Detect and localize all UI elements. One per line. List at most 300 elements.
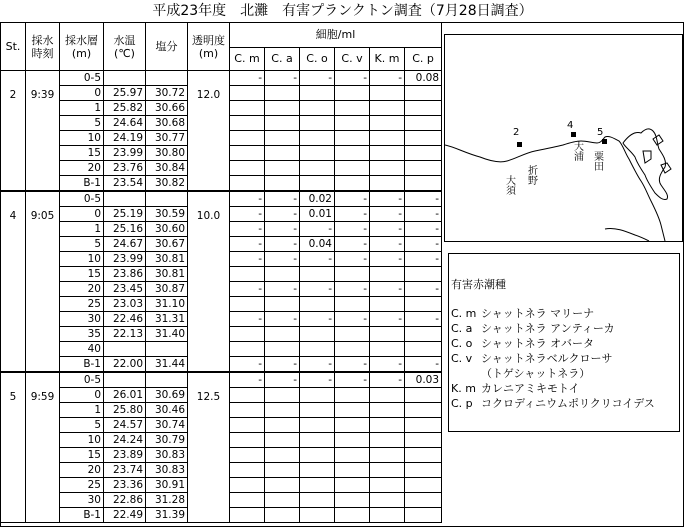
- cell-count: [335, 297, 370, 312]
- cell-count: -: [230, 312, 265, 327]
- legend-item: [451, 381, 679, 396]
- cell-count: [300, 116, 335, 131]
- station-number: 2: [1, 71, 26, 192]
- cell-count: -: [230, 222, 265, 237]
- cell-count: [370, 418, 405, 433]
- cell-count: -: [405, 222, 442, 237]
- salinity-cell: 30.81: [146, 267, 188, 282]
- cell-count: -: [405, 191, 442, 207]
- legend-box: [448, 253, 680, 432]
- temperature-cell: 23.45: [104, 282, 146, 297]
- station-4-marker: [571, 132, 576, 137]
- header-species: C. m: [230, 47, 265, 70]
- temperature-cell: 24.64: [104, 116, 146, 131]
- cell-count: [335, 267, 370, 282]
- temperature-cell: 24.19: [104, 131, 146, 146]
- cell-count: [300, 327, 335, 342]
- salinity-cell: 30.87: [146, 282, 188, 297]
- cell-count: [230, 297, 265, 312]
- place-awata: 粟田: [591, 151, 603, 171]
- cell-count: [300, 176, 335, 192]
- legend-species-name: シャットネラ マリーナ: [481, 307, 595, 320]
- cell-count: [370, 463, 405, 478]
- cell-count: [370, 101, 405, 116]
- legend-species-name: カレニアミキモトイ: [481, 382, 580, 395]
- place-oura: 大浦: [571, 141, 583, 161]
- cell-count: -: [370, 282, 405, 297]
- cell-count: [335, 433, 370, 448]
- salinity-cell: 30.79: [146, 433, 188, 448]
- cell-count: [335, 463, 370, 478]
- salinity-cell: [146, 372, 188, 388]
- temperature-cell: 23.54: [104, 176, 146, 192]
- cell-count: [405, 86, 442, 101]
- depth-cell: 0-5: [60, 191, 104, 207]
- legend-item: [451, 351, 679, 366]
- cell-count: [335, 101, 370, 116]
- cell-count: [370, 131, 405, 146]
- cell-count: [405, 327, 442, 342]
- cell-count: [405, 116, 442, 131]
- cell-count: [300, 403, 335, 418]
- cell-count: [265, 403, 300, 418]
- cell-count: [405, 176, 442, 192]
- temperature-cell: 23.89: [104, 448, 146, 463]
- cell-count: [370, 86, 405, 101]
- cell-count: 0.04: [300, 237, 335, 252]
- depth-cell: 20: [60, 463, 104, 478]
- legend-code: C. m: [451, 307, 477, 320]
- cell-count: [405, 508, 442, 523]
- cell-count: [370, 176, 405, 192]
- cell-count: [265, 418, 300, 433]
- salinity-cell: 30.46: [146, 403, 188, 418]
- cell-count: [405, 131, 442, 146]
- cell-count: [230, 176, 265, 192]
- salinity-cell: 31.31: [146, 312, 188, 327]
- legend-item: [451, 336, 679, 351]
- cell-count: [335, 327, 370, 342]
- header-depth: 採水層(m): [60, 23, 104, 71]
- cell-count: -: [335, 207, 370, 222]
- temperature-cell: 24.57: [104, 418, 146, 433]
- cell-count: [265, 146, 300, 161]
- cell-count: -: [230, 71, 265, 86]
- cell-count: [300, 146, 335, 161]
- cell-count: [405, 463, 442, 478]
- cell-count: [370, 478, 405, 493]
- header-salinity: 塩分: [146, 23, 188, 71]
- cell-count: [265, 342, 300, 357]
- cell-count: [370, 403, 405, 418]
- cell-count: [405, 478, 442, 493]
- station-5-marker: [602, 139, 607, 144]
- header-species: C. a: [265, 47, 300, 70]
- salinity-cell: 30.67: [146, 237, 188, 252]
- cell-count: [300, 101, 335, 116]
- depth-cell: 1: [60, 403, 104, 418]
- cell-count: [335, 116, 370, 131]
- depth-cell: 0: [60, 86, 104, 101]
- station-2-label: 2: [513, 127, 520, 138]
- cell-count: [370, 493, 405, 508]
- depth-cell: 5: [60, 237, 104, 252]
- cell-count: [300, 342, 335, 357]
- cell-count: -: [265, 237, 300, 252]
- cell-count: [300, 508, 335, 523]
- cell-count: -: [300, 357, 335, 373]
- cell-count: [265, 433, 300, 448]
- cell-count: -: [265, 222, 300, 237]
- cell-count: [265, 116, 300, 131]
- depth-cell: B-1: [60, 357, 104, 373]
- cell-count: [265, 86, 300, 101]
- salinity-cell: 30.72: [146, 86, 188, 101]
- cell-count: [370, 161, 405, 176]
- cell-count: [370, 448, 405, 463]
- cell-count: -: [335, 191, 370, 207]
- depth-cell: 30: [60, 493, 104, 508]
- cell-count: [335, 403, 370, 418]
- depth-cell: B-1: [60, 176, 104, 192]
- legend-item: [451, 321, 679, 336]
- cell-count: -: [230, 282, 265, 297]
- cell-count: [335, 342, 370, 357]
- cell-count: [370, 116, 405, 131]
- cell-count: [405, 418, 442, 433]
- cell-count: [230, 86, 265, 101]
- cell-count: -: [335, 237, 370, 252]
- salinity-cell: 30.91: [146, 478, 188, 493]
- cell-count: [230, 342, 265, 357]
- cell-count: [230, 388, 265, 403]
- cell-count: [405, 403, 442, 418]
- cell-count: -: [370, 222, 405, 237]
- cell-count: -: [370, 252, 405, 267]
- cell-count: -: [300, 71, 335, 86]
- cell-count: -: [265, 282, 300, 297]
- cell-count: 0.08: [405, 71, 442, 86]
- cell-count: [265, 267, 300, 282]
- temperature-cell: 23.03: [104, 297, 146, 312]
- salinity-cell: 30.82: [146, 176, 188, 192]
- cell-count: [230, 116, 265, 131]
- cell-count: -: [335, 252, 370, 267]
- cell-count: [230, 433, 265, 448]
- salinity-cell: 31.10: [146, 297, 188, 312]
- salinity-cell: 30.77: [146, 131, 188, 146]
- cell-count: [265, 478, 300, 493]
- cell-count: [230, 327, 265, 342]
- salinity-cell: 30.80: [146, 146, 188, 161]
- cell-count: [335, 448, 370, 463]
- cell-count: -: [230, 252, 265, 267]
- legend-code: K. m: [451, 382, 476, 395]
- depth-cell: 10: [60, 252, 104, 267]
- temperature-cell: 25.19: [104, 207, 146, 222]
- cell-count: [230, 448, 265, 463]
- temperature-cell: 23.36: [104, 478, 146, 493]
- salinity-cell: 30.83: [146, 463, 188, 478]
- sample-time: 9:39: [26, 71, 60, 192]
- temperature-cell: [104, 342, 146, 357]
- legend-item: [451, 366, 679, 381]
- cell-count: [230, 478, 265, 493]
- cell-count: [265, 448, 300, 463]
- depth-cell: 15: [60, 146, 104, 161]
- cell-count: [265, 508, 300, 523]
- cell-count: -: [265, 312, 300, 327]
- cell-count: [335, 161, 370, 176]
- depth-cell: 0: [60, 207, 104, 222]
- salinity-cell: 30.83: [146, 448, 188, 463]
- cell-count: [265, 388, 300, 403]
- table-row: [1, 372, 442, 388]
- cell-count: [335, 508, 370, 523]
- cell-count: -: [405, 357, 442, 373]
- depth-cell: 20: [60, 282, 104, 297]
- cell-count: -: [265, 207, 300, 222]
- cell-count: [230, 101, 265, 116]
- legend-species-name: コクロディニウムポリクリコイデス: [481, 397, 655, 410]
- legend-list: [451, 306, 679, 411]
- cell-count: 0.03: [405, 372, 442, 388]
- cell-count: [265, 463, 300, 478]
- legend-code: C. o: [451, 337, 473, 350]
- legend-title: 有害赤潮種: [451, 278, 506, 291]
- cell-count: [230, 146, 265, 161]
- table-row: [1, 191, 442, 207]
- station-5-label: 5: [597, 127, 604, 138]
- cell-count: [335, 146, 370, 161]
- cell-count: -: [230, 207, 265, 222]
- cell-count: -: [335, 357, 370, 373]
- table-body: [1, 71, 442, 523]
- temperature-cell: 25.80: [104, 403, 146, 418]
- cell-count: [335, 176, 370, 192]
- depth-cell: 25: [60, 478, 104, 493]
- temperature-cell: 25.16: [104, 222, 146, 237]
- cell-count: [335, 131, 370, 146]
- temperature-cell: 22.00: [104, 357, 146, 373]
- cell-count: [265, 101, 300, 116]
- legend-species-name: シャットネラ オバータ: [481, 337, 594, 350]
- cell-count: -: [300, 252, 335, 267]
- station-number: 4: [1, 191, 26, 372]
- temperature-cell: 23.99: [104, 146, 146, 161]
- cell-count: -: [300, 312, 335, 327]
- cell-count: [405, 433, 442, 448]
- cell-count: [370, 267, 405, 282]
- cell-count: -: [230, 372, 265, 388]
- legend-code: [451, 366, 481, 381]
- depth-cell: 20: [60, 161, 104, 176]
- depth-cell: 30: [60, 312, 104, 327]
- location-map: [444, 34, 683, 242]
- place-osu: 大須: [503, 175, 515, 195]
- depth-cell: 0-5: [60, 372, 104, 388]
- temperature-cell: 22.46: [104, 312, 146, 327]
- salinity-cell: 31.40: [146, 327, 188, 342]
- header-species: C. v: [335, 47, 370, 70]
- cell-count: -: [405, 207, 442, 222]
- cell-count: -: [335, 71, 370, 86]
- coastline-south: [605, 228, 649, 241]
- legend-item: [451, 306, 679, 321]
- cell-count: -: [405, 252, 442, 267]
- header-species: C. p: [405, 47, 442, 70]
- cell-count: [300, 388, 335, 403]
- cell-count: -: [405, 312, 442, 327]
- sample-time: 9:59: [26, 372, 60, 523]
- cell-count: -: [335, 282, 370, 297]
- depth-cell: 0: [60, 388, 104, 403]
- cell-count: [405, 101, 442, 116]
- page-title: 平成23年度 北灘 有害プランクトン調査（7月28日調査）: [152, 3, 533, 19]
- cell-count: 0.01: [300, 207, 335, 222]
- salinity-cell: 30.69: [146, 388, 188, 403]
- cell-count: [300, 267, 335, 282]
- legend-code: C. a: [451, 322, 473, 335]
- plankton-data-table: [0, 22, 442, 523]
- header-cells: 細胞/ml: [230, 23, 442, 48]
- cell-count: [335, 418, 370, 433]
- sample-time: 9:05: [26, 191, 60, 372]
- cell-count: [300, 433, 335, 448]
- cell-count: [370, 388, 405, 403]
- cell-count: [370, 342, 405, 357]
- temperature-cell: [104, 372, 146, 388]
- header-time: 採水時刻: [26, 23, 60, 71]
- salinity-cell: [146, 71, 188, 86]
- header-transparency: 透明度(m): [188, 23, 230, 71]
- coastline-map: [445, 35, 682, 241]
- transparency-cell: 12.0: [188, 71, 230, 192]
- temperature-cell: 23.86: [104, 267, 146, 282]
- header-st: St.: [1, 23, 26, 71]
- header-temp: 水温(℃): [104, 23, 146, 71]
- temperature-cell: 23.74: [104, 463, 146, 478]
- cell-count: [405, 161, 442, 176]
- cell-count: [300, 493, 335, 508]
- cell-count: -: [265, 357, 300, 373]
- legend-code: C. v: [451, 352, 473, 365]
- cell-count: [300, 86, 335, 101]
- temperature-cell: 25.97: [104, 86, 146, 101]
- cell-count: [405, 297, 442, 312]
- cell-count: [405, 146, 442, 161]
- cell-count: -: [230, 357, 265, 373]
- temperature-cell: [104, 71, 146, 86]
- cell-count: [300, 297, 335, 312]
- cell-count: [230, 403, 265, 418]
- cell-count: -: [335, 312, 370, 327]
- depth-cell: 25: [60, 297, 104, 312]
- cell-count: [230, 493, 265, 508]
- cell-count: -: [370, 372, 405, 388]
- cell-count: -: [265, 252, 300, 267]
- station-4-label: 4: [567, 120, 574, 131]
- temperature-cell: 22.86: [104, 493, 146, 508]
- cell-count: [335, 86, 370, 101]
- cell-count: -: [300, 282, 335, 297]
- cell-count: [230, 267, 265, 282]
- cell-count: -: [230, 191, 265, 207]
- cell-count: -: [335, 372, 370, 388]
- depth-cell: 35: [60, 327, 104, 342]
- temperature-cell: 22.49: [104, 508, 146, 523]
- cell-count: -: [370, 207, 405, 222]
- cell-count: [265, 327, 300, 342]
- cell-count: [370, 433, 405, 448]
- transparency-cell: 10.0: [188, 191, 230, 372]
- station-number: 5: [1, 372, 26, 523]
- cell-count: -: [230, 237, 265, 252]
- cell-count: -: [370, 237, 405, 252]
- legend-species-name: （トゲシャットネラ）: [481, 367, 591, 380]
- cell-count: [370, 327, 405, 342]
- depth-cell: 40: [60, 342, 104, 357]
- depth-cell: 0-5: [60, 71, 104, 86]
- cell-count: [370, 508, 405, 523]
- legend-species-name: シャットネラベルクローサ: [481, 352, 613, 365]
- cell-count: [265, 176, 300, 192]
- cell-count: -: [370, 191, 405, 207]
- cell-count: [265, 493, 300, 508]
- salinity-cell: 31.39: [146, 508, 188, 523]
- cell-count: [265, 161, 300, 176]
- temperature-cell: 22.13: [104, 327, 146, 342]
- cell-count: [300, 131, 335, 146]
- temperature-cell: 25.82: [104, 101, 146, 116]
- depth-cell: 15: [60, 448, 104, 463]
- transparency-cell: 12.5: [188, 372, 230, 523]
- salinity-cell: 30.74: [146, 418, 188, 433]
- cell-count: [230, 418, 265, 433]
- salinity-cell: 30.84: [146, 161, 188, 176]
- station-2-marker: [517, 142, 522, 147]
- temperature-cell: 24.24: [104, 433, 146, 448]
- table-row: [1, 71, 442, 86]
- salinity-cell: 31.28: [146, 493, 188, 508]
- salinity-cell: 30.68: [146, 116, 188, 131]
- cell-count: [300, 448, 335, 463]
- depth-cell: 10: [60, 433, 104, 448]
- salinity-cell: 31.44: [146, 357, 188, 373]
- salinity-cell: 30.81: [146, 252, 188, 267]
- legend-code: C. p: [451, 397, 473, 410]
- island: [643, 151, 651, 163]
- header-species: C. o: [300, 47, 335, 70]
- salinity-cell: 30.66: [146, 101, 188, 116]
- depth-cell: 5: [60, 418, 104, 433]
- cell-count: [265, 131, 300, 146]
- cell-count: -: [265, 191, 300, 207]
- depth-cell: 15: [60, 267, 104, 282]
- temperature-cell: [104, 191, 146, 207]
- depth-cell: 10: [60, 131, 104, 146]
- cell-count: [300, 463, 335, 478]
- cell-count: -: [370, 357, 405, 373]
- cell-count: [405, 493, 442, 508]
- salinity-cell: [146, 342, 188, 357]
- depth-cell: 1: [60, 101, 104, 116]
- cell-count: [335, 388, 370, 403]
- cell-count: [405, 388, 442, 403]
- depth-cell: 1: [60, 222, 104, 237]
- cell-count: [405, 267, 442, 282]
- cell-count: -: [335, 222, 370, 237]
